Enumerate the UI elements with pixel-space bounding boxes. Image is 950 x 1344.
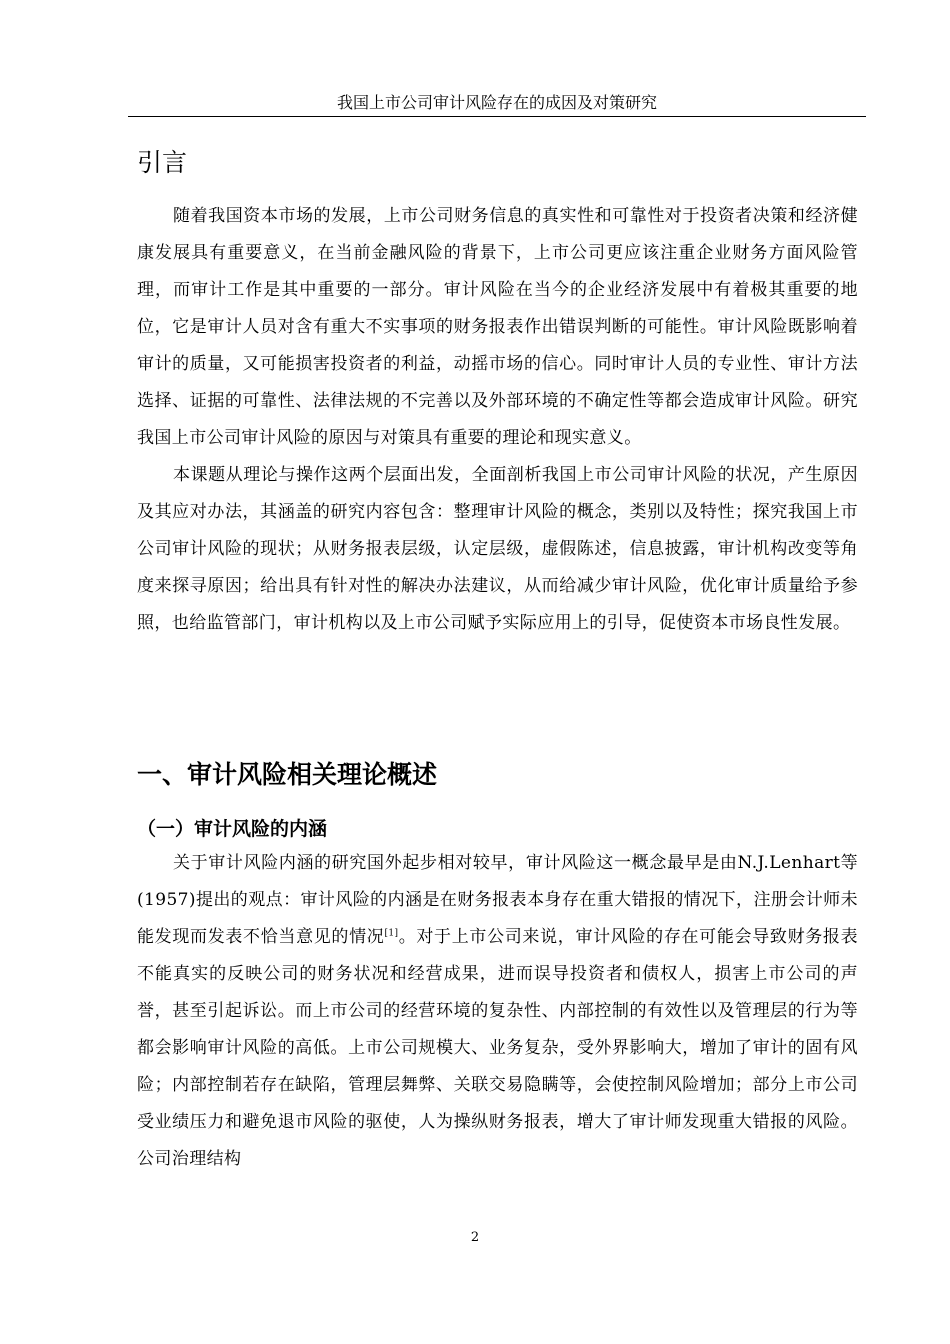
paragraph-text-a: 关于审计风险内涵的研究国外起步相对较早，审计风险这一概念最早是由N.J.Lenhart等(1957)提出的观点：审计风险的内涵是在财务报表本身存在重大错报的情况下，注册会计师未能发现而发表不恰当意见的情况 [137, 853, 858, 947]
citation-ref: [1] [384, 928, 399, 939]
running-header: 我国上市公司审计风险存在的成因及对策研究 [336, 93, 657, 112]
section-1-heading: 一、审计风险相关理论概述 [137, 760, 438, 789]
intro-heading: 引言 [137, 148, 188, 177]
intro-paragraph-1: 随着我国资本市场的发展，上市公司财务信息的真实性和可靠性对于投资者决策和经济健康发展具有重要意义，在当前金融风险的背景下，上市公司更应该注重企业财务方面风险管理，而审计工作是其中重要的一部分。审计风险在当今的企业经济发展中有着极其重要的地位，它是审计人员对含有重大不实事项的财务报表作出错误判断的可能性。审计风险既影响着审计的质量，又可能损害投资者的利益，动摇市场的信心。同时审计人员的专业性、审计方法选择、证据的可靠性、法律法规的不完善以及外部环境的不确定性等都会造成审计风险。研究我国上市公司审计风险的原因与对策具有重要的理论和现实意义。 [137, 206, 858, 448]
intro-paragraph-2: 本课题从理论与操作这两个层面出发，全面剖析我国上市公司审计风险的状况，产生原因及其应对办法，其涵盖的研究内容包含：整理审计风险的概念，类别以及特性；探究我国上市公司审计风险的现状；从财务报表层级，认定层级，虚假陈述，信息披露，审计机构改变等角度来探寻原因；给出具有针对性的解决办法建议，从而给减少审计风险，优化审计质量给予参照，也给监管部门，审计机构以及上市公司赋予实际应用上的引导，促使资本市场良性发展。 [137, 465, 858, 633]
subsection-1-body [137, 845, 858, 1178]
page-number: 2 [470, 1230, 480, 1245]
paragraph-text-b: 。对于上市公司来说，审计风险的存在可能会导致财务报表不能真实的反映公司的财务状况和经营成果，进而误导投资者和债权人，损害上市公司的声誉，甚至引起诉讼。而上市公司的经营环境的复杂性、内部控制的有效性以及管理层的行为等都会影响审计风险的高低。上市公司规模大、业务复杂，受外界影响大，增加了审计的固有风险；内部控制若存在缺陷，管理层舞弊、关联交易隐瞒等，会使控制风险增加；部分上市公司受业绩压力和避免退市风险的驱使，人为操纵财务报表，增大了审计师发现重大错报的风险。公司治理结构 [137, 927, 858, 1169]
subsection-1-paragraph-1 [137, 845, 858, 1178]
subsection-1-heading: （一）审计风险的内涵 [137, 818, 328, 840]
header-rule [128, 116, 866, 117]
intro-body [137, 198, 858, 642]
